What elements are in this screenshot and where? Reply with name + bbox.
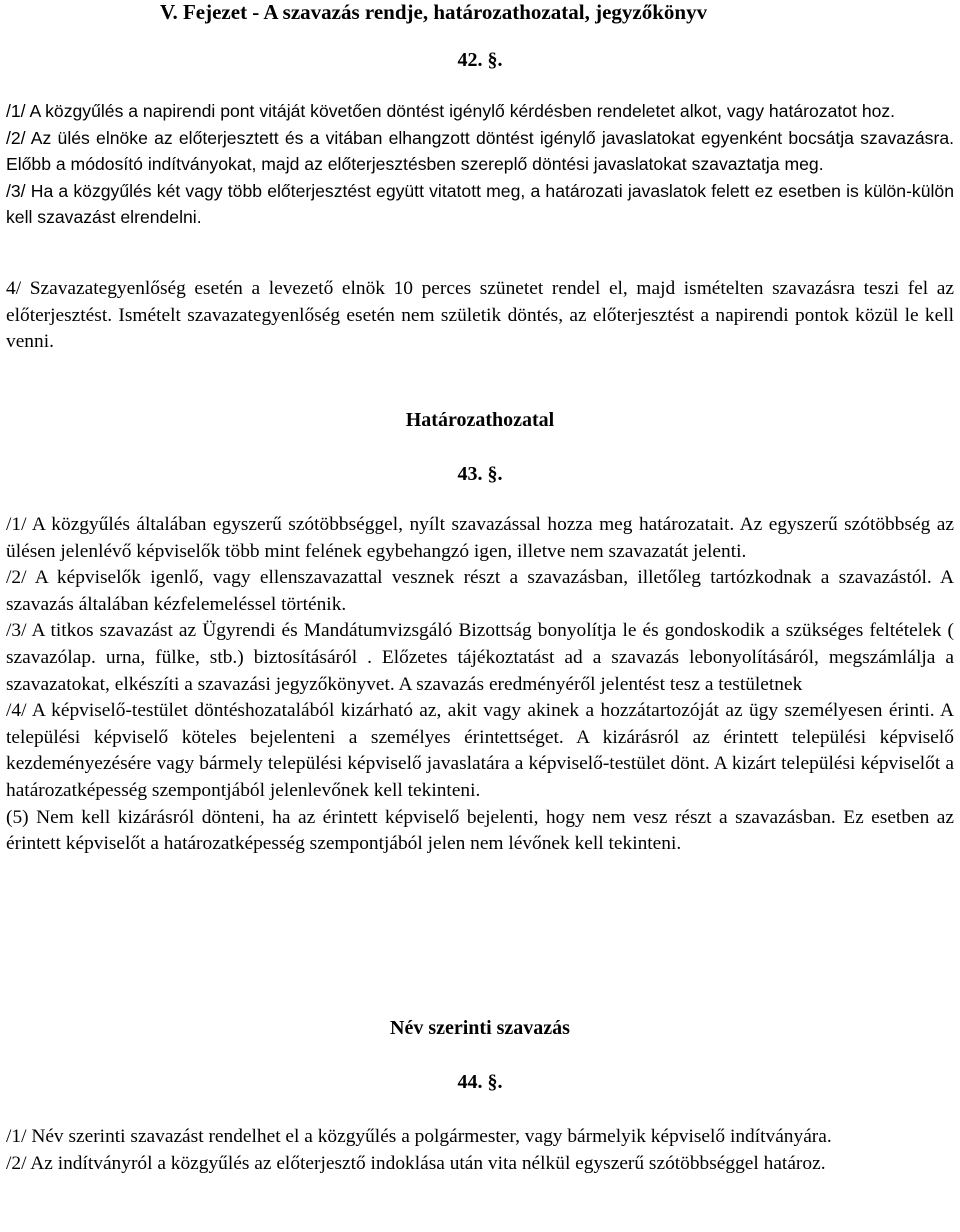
- paragraph-42-3: /3/ Ha a közgyűlés két vagy több előterjesztést együtt vitatott meg, a határozati javaslatok felett ez esetben is külön-külön kell szavazást elrendelni.: [6, 180, 954, 228]
- section-43-body: [6, 512, 954, 858]
- section-42-body-cont: [6, 276, 954, 356]
- section-number-43: 43. §.: [457, 463, 503, 485]
- paragraph-42-1: /1/ A közgyűlés a napirendi pont vitáját követően döntést igénylő kérdésben rendeletet alkot, vagy határozatot hoz.: [6, 101, 896, 121]
- chapter-title: V. Fejezet - A szavazás rendje, határozathozatal, jegyzőkönyv: [160, 0, 708, 24]
- paragraph-43-2: /2/ A képviselők igenlő, vagy ellenszavazattal vesznek részt a szavazásban, illetőleg tartózkodnak a szavazástól. A szavazás általában kézfelemeléssel történik.: [6, 567, 954, 615]
- paragraph-43-4: /4/ A képviselő-testület döntéshozatalából kizárható az, akit vagy akinek a hozzátartozóját az ügy személyesen érinti. A települési képviselő köteles bejelenteni a személyes érintettséget. A kizárásról az érintett települési képviselő kezdeményezésére vagy bármely települési képviselő javaslatára a képviselő-testület dönt. A kizárt települési képviselőt a határozatképesség szempontjából jelenlevőnek kell tekinteni.: [6, 700, 954, 801]
- paragraph-44-2: /2/ Az indítványról a közgyűlés az előterjesztő indoklása után vita nélkül egyszerű szótöbbséggel határoz.: [6, 1152, 826, 1174]
- heading-hatarozathozatal: Határozathozatal: [405, 409, 555, 431]
- paragraph-43-1: /1/ A közgyűlés általában egyszerű szótöbbséggel, nyílt szavazással hozza meg határozatait. Az egyszerű szótöbbség az ülésen jelenlévő képviselők több mint felének egybehangzó igen, illetve nem szavazatát jelenti.: [6, 514, 954, 562]
- paragraph-44-1: /1/ Név szerinti szavazást rendelhet el a közgyűlés a polgármester, vagy bármelyik képviselő indítványára.: [6, 1126, 832, 1147]
- section-44-body: [6, 1124, 954, 1177]
- section-number-42: 42. §.: [457, 49, 503, 71]
- paragraph-42-4: 4/ Szavazategyenlőség esetén a levezető elnök 10 perces szünetet rendel el, majd ismételten szavazásra teszi fel az előterjesztést. Ismételt szavazategyenlőség esetén nem születik döntés, az előterjesztést a napirendi pontok közül le kell venni.: [6, 278, 954, 353]
- heading-nev-szerinti-szavazas: Név szerinti szavazás: [390, 1017, 570, 1039]
- paragraph-42-2: /2/ Az ülés elnöke az előterjesztett és a vitában elhangzott döntést igénylő javaslatokat egyenként bocsátja szavazásra. Előbb a módosító indítványokat, majd az előterjesztésben szereplő döntési javaslatokat szavaztatja meg.: [6, 127, 954, 175]
- section-number-44: 44. §.: [457, 1071, 503, 1093]
- paragraph-43-3: /3/ A titkos szavazást az Ügyrendi és Mandátumvizsgáló Bizottság bonyolítja le és gondoskodik a szükséges feltételek ( szavazólap. urna, fülke, stb.) biztosításáról . Előzetes tájékoztatást ad a szavazás lebonyolításáról, megszámlálja a szavazatokat, elkészíti a szavazási jegyzőkönyvet. A szavazás eredményéről jelentést tesz a testületnek: [6, 620, 954, 695]
- section-42-body: [6, 98, 954, 231]
- paragraph-43-5: (5) Nem kell kizárásról dönteni, ha az érintett képviselő bejelenti, hogy nem vesz részt a szavazásban. Ez esetben az érintett képviselőt a határozatképesség szempontjából jelen nem lévőnek kell tekinteni.: [6, 806, 954, 855]
